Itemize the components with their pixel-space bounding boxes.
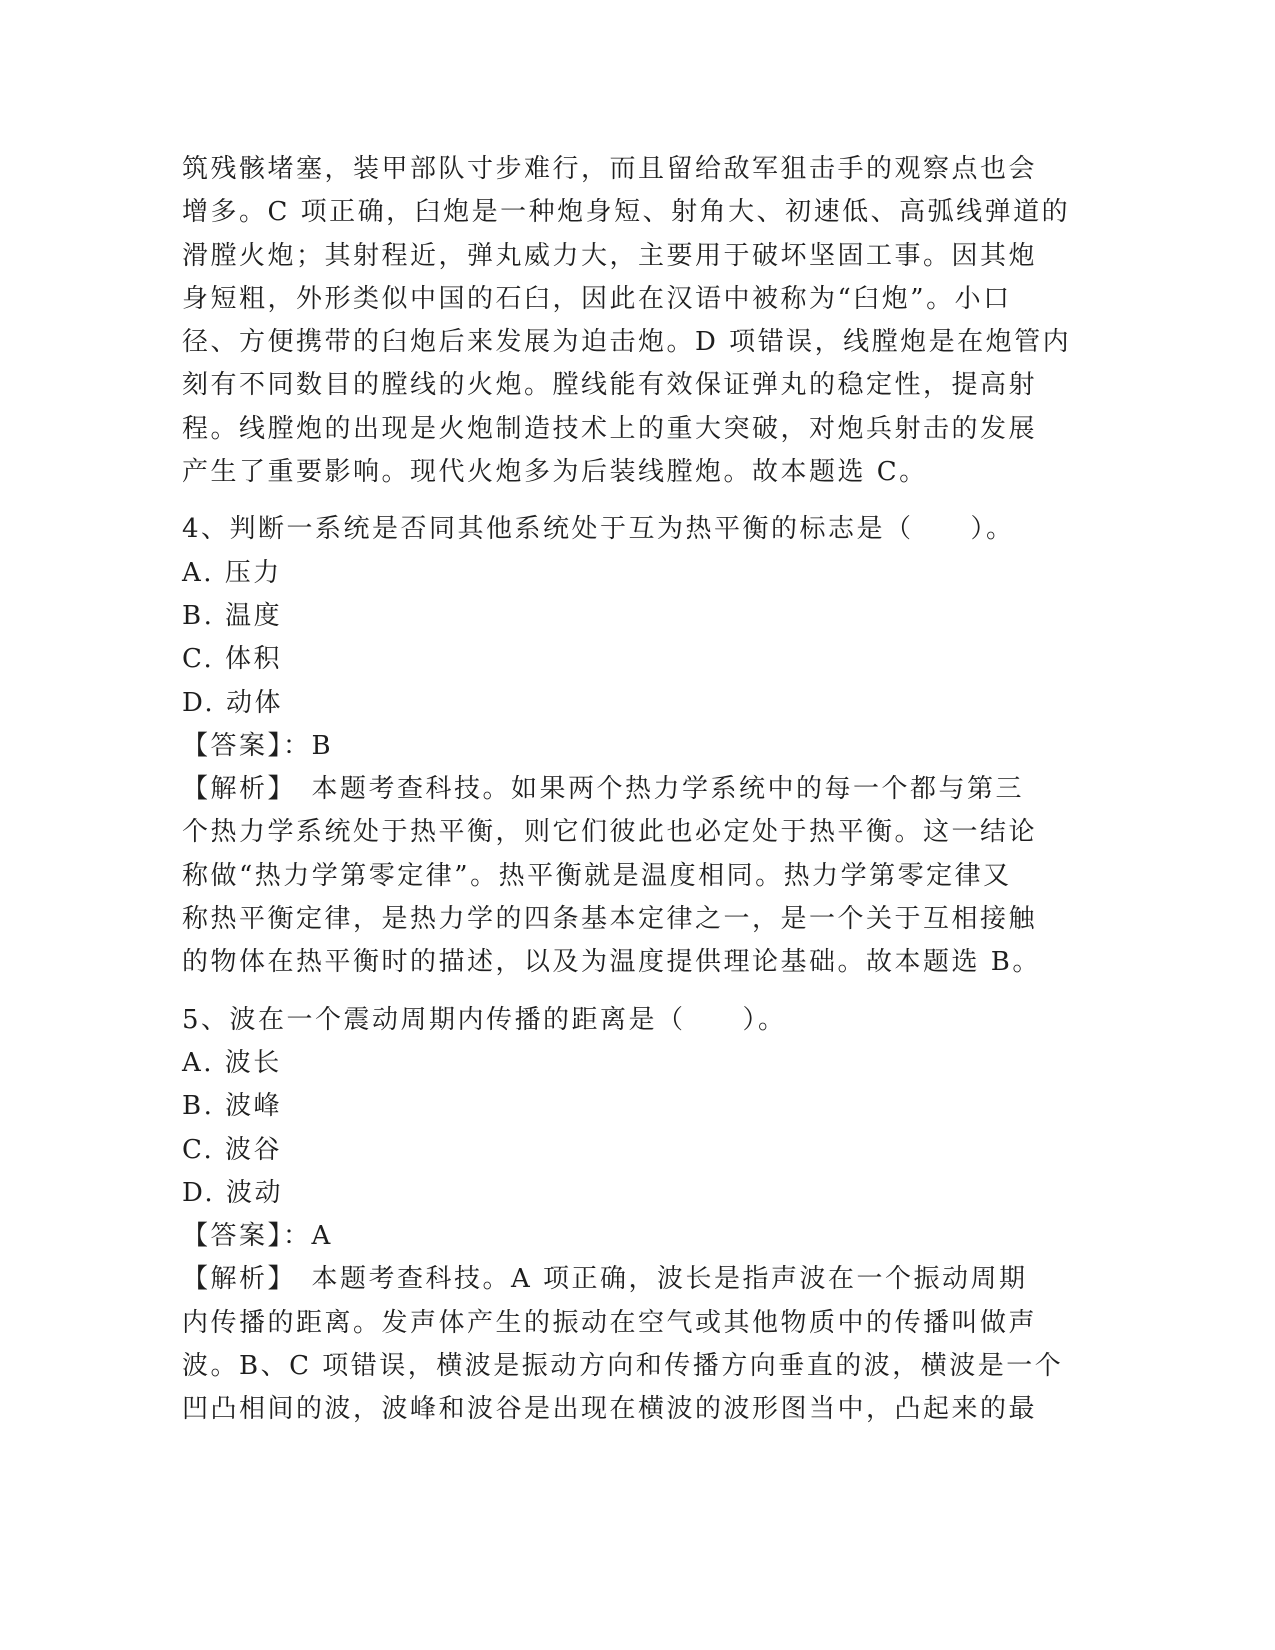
text-line: 程。线膛炮的出现是火炮制造技术上的重大突破，对炮兵射击的发展 [182, 413, 1038, 444]
analysis-line: 称做“热力学第零定律”。热平衡就是温度相同。热力学第零定律又 [182, 860, 1012, 891]
option-c: C. 体积 [182, 644, 282, 675]
option-a: A. 波长 [182, 1047, 282, 1078]
question-4 [182, 508, 1082, 984]
question-stem: 5、波在一个震动周期内传播的距离是（ ）。 [182, 1004, 787, 1035]
text-line: 增多。C 项正确，臼炮是一种炮身短、射角大、初速低、高弧线弹道的 [182, 197, 1071, 228]
text-line: 筑残骸堵塞，装甲部队寸步难行，而且留给敌军狙击手的观察点也会 [182, 154, 1038, 184]
previous-analysis-continuation [182, 148, 1082, 494]
text-line: 径、方便携带的臼炮后来发展为迫击炮。D 项错误，线膛炮是在炮管内 [182, 327, 1072, 358]
option-b: B. 波峰 [182, 1091, 283, 1122]
analysis-line: 称热平衡定律，是热力学的四条基本定律之一，是一个关于互相接触 [182, 904, 1038, 935]
question-5 [182, 999, 1082, 1432]
text-line: 产生了重要影响。现代火炮多为后装线膛炮。故本题选 C。 [182, 457, 928, 488]
document-page [182, 148, 1082, 1432]
analysis-line: 内传播的距离。发声体产生的振动在空气或其他物质中的传播叫做声 [182, 1307, 1038, 1338]
answer-line: 【答案】：A [182, 1221, 333, 1252]
option-a: A. 压力 [182, 557, 282, 588]
text-line: 身短粗，外形类似中国的石臼，因此在汉语中被称为“臼炮”。小口 [182, 283, 1012, 314]
analysis-line: 【解析】 本题考查科技。如果两个热力学系统中的每一个都与第三 [182, 774, 1025, 805]
analysis-line: 【解析】 本题考查科技。A 项正确，波长是指声波在一个振动周期 [182, 1264, 1028, 1295]
option-c: C. 波谷 [182, 1134, 282, 1165]
option-b: B. 温度 [182, 600, 283, 631]
option-d: D. 波动 [182, 1177, 283, 1208]
analysis-line: 波。B、C 项错误，横波是振动方向和传播方向垂直的波，横波是一个 [182, 1351, 1064, 1382]
analysis-line: 凹凸相间的波，波峰和波谷是出现在横波的波形图当中，凸起来的最 [182, 1394, 1038, 1425]
analysis-line: 个热力学系统处于热平衡，则它们彼此也必定处于热平衡。这一结论 [182, 817, 1038, 848]
text-line: 刻有不同数目的膛线的火炮。膛线能有效保证弹丸的稳定性，提高射 [182, 370, 1038, 401]
text-line: 滑膛火炮；其射程近，弹丸威力大，主要用于破坏坚固工事。因其炮 [182, 240, 1038, 271]
option-d: D. 动体 [182, 687, 283, 718]
analysis-line: 的物体在热平衡时的描述，以及为温度提供理论基础。故本题选 B。 [182, 947, 1041, 978]
question-stem: 4、判断一系统是否同其他系统处于互为热平衡的标志是（ ）。 [182, 514, 1015, 545]
answer-line: 【答案】：B [182, 730, 334, 761]
